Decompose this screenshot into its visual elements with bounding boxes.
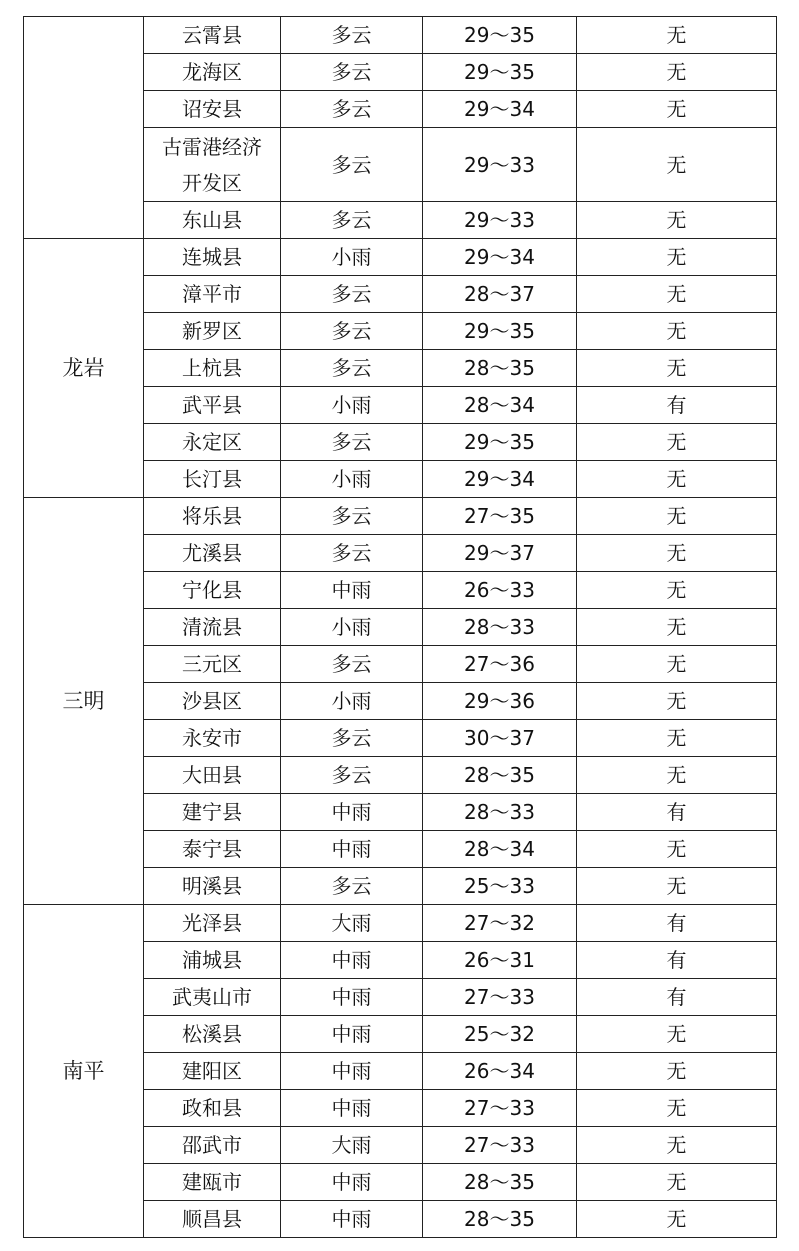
table-row: [24, 239, 777, 276]
county-cell: 长汀县: [144, 461, 281, 498]
temperature-cell: 29～36: [423, 683, 577, 720]
temperature-cell: 27～33: [423, 1127, 577, 1164]
table-body: [24, 17, 777, 1238]
alert-cell: 无: [577, 1164, 777, 1201]
county-cell: 永定区: [144, 424, 281, 461]
weather-cell: 中雨: [281, 1090, 423, 1127]
county-cell: 上杭县: [144, 350, 281, 387]
weather-cell: 多云: [281, 498, 423, 535]
alert-cell: 无: [577, 720, 777, 757]
alert-cell: 有: [577, 387, 777, 424]
weather-cell: 中雨: [281, 979, 423, 1016]
temperature-cell: 27～36: [423, 646, 577, 683]
city-cell: [24, 17, 144, 239]
weather-cell: 多云: [281, 91, 423, 128]
county-cell: 武平县: [144, 387, 281, 424]
weather-cell: 多云: [281, 202, 423, 239]
temperature-cell: 29～35: [423, 424, 577, 461]
county-cell: 云霄县: [144, 17, 281, 54]
weather-cell: 中雨: [281, 1164, 423, 1201]
county-cell: 邵武市: [144, 1127, 281, 1164]
county-cell: 建宁县: [144, 794, 281, 831]
city-cell: 南平: [24, 905, 144, 1238]
weather-cell: 多云: [281, 313, 423, 350]
temperature-cell: 28～35: [423, 1164, 577, 1201]
alert-cell: 无: [577, 1201, 777, 1238]
alert-cell: 无: [577, 313, 777, 350]
temperature-cell: 28～35: [423, 1201, 577, 1238]
alert-cell: 无: [577, 91, 777, 128]
temperature-cell: 28～34: [423, 387, 577, 424]
county-cell: 新罗区: [144, 313, 281, 350]
county-cell: 政和县: [144, 1090, 281, 1127]
alert-cell: 无: [577, 202, 777, 239]
weather-cell: 多云: [281, 276, 423, 313]
alert-cell: 无: [577, 572, 777, 609]
county-cell: 泰宁县: [144, 831, 281, 868]
county-cell: 沙县区: [144, 683, 281, 720]
city-cell: 三明: [24, 498, 144, 905]
county-cell: 松溪县: [144, 1016, 281, 1053]
alert-cell: 有: [577, 794, 777, 831]
alert-cell: 无: [577, 17, 777, 54]
alert-cell: 有: [577, 979, 777, 1016]
weather-cell: 多云: [281, 128, 423, 202]
county-cell: 三元区: [144, 646, 281, 683]
temperature-cell: 27～33: [423, 1090, 577, 1127]
county-cell: 顺昌县: [144, 1201, 281, 1238]
weather-cell: 中雨: [281, 1201, 423, 1238]
temperature-cell: 25～32: [423, 1016, 577, 1053]
alert-cell: 无: [577, 498, 777, 535]
alert-cell: 无: [577, 683, 777, 720]
table-row: [24, 17, 777, 54]
weather-cell: 多云: [281, 17, 423, 54]
temperature-cell: 28～33: [423, 609, 577, 646]
weather-cell: 中雨: [281, 831, 423, 868]
alert-cell: 无: [577, 1090, 777, 1127]
weather-cell: 多云: [281, 350, 423, 387]
alert-cell: 有: [577, 942, 777, 979]
weather-cell: 多云: [281, 757, 423, 794]
alert-cell: 有: [577, 905, 777, 942]
county-cell: 建瓯市: [144, 1164, 281, 1201]
weather-forecast-table: [23, 16, 777, 1238]
temperature-cell: 27～35: [423, 498, 577, 535]
table-row: [24, 905, 777, 942]
weather-cell: 多云: [281, 720, 423, 757]
county-cell: 建阳区: [144, 1053, 281, 1090]
county-cell: 武夷山市: [144, 979, 281, 1016]
alert-cell: 无: [577, 868, 777, 905]
temperature-cell: 29～35: [423, 54, 577, 91]
county-cell: 诏安县: [144, 91, 281, 128]
temperature-cell: 27～33: [423, 979, 577, 1016]
weather-cell: 小雨: [281, 609, 423, 646]
alert-cell: 无: [577, 350, 777, 387]
temperature-cell: 28～37: [423, 276, 577, 313]
temperature-cell: 29～35: [423, 17, 577, 54]
alert-cell: 无: [577, 276, 777, 313]
temperature-cell: 29～33: [423, 202, 577, 239]
weather-cell: 大雨: [281, 905, 423, 942]
temperature-cell: 27～32: [423, 905, 577, 942]
weather-cell: 小雨: [281, 239, 423, 276]
county-cell: 宁化县: [144, 572, 281, 609]
county-cell: 尤溪县: [144, 535, 281, 572]
county-cell: 古雷港经济 开发区: [144, 128, 281, 202]
temperature-cell: 28～35: [423, 350, 577, 387]
city-cell: 龙岩: [24, 239, 144, 498]
county-cell: 连城县: [144, 239, 281, 276]
county-cell: 漳平市: [144, 276, 281, 313]
temperature-cell: 26～34: [423, 1053, 577, 1090]
temperature-cell: 26～31: [423, 942, 577, 979]
weather-cell: 多云: [281, 54, 423, 91]
alert-cell: 无: [577, 831, 777, 868]
temperature-cell: 29～34: [423, 461, 577, 498]
weather-cell: 多云: [281, 868, 423, 905]
weather-cell: 小雨: [281, 387, 423, 424]
alert-cell: 无: [577, 424, 777, 461]
county-cell: 浦城县: [144, 942, 281, 979]
temperature-cell: 26～33: [423, 572, 577, 609]
weather-cell: 中雨: [281, 572, 423, 609]
alert-cell: 无: [577, 1127, 777, 1164]
alert-cell: 无: [577, 239, 777, 276]
weather-cell: 多云: [281, 646, 423, 683]
alert-cell: 无: [577, 1053, 777, 1090]
temperature-cell: 29～35: [423, 313, 577, 350]
temperature-cell: 28～33: [423, 794, 577, 831]
county-cell: 清流县: [144, 609, 281, 646]
temperature-cell: 29～34: [423, 239, 577, 276]
weather-cell: 中雨: [281, 1053, 423, 1090]
table-row: [24, 498, 777, 535]
alert-cell: 无: [577, 54, 777, 91]
weather-cell: 多云: [281, 424, 423, 461]
weather-cell: 大雨: [281, 1127, 423, 1164]
alert-cell: 无: [577, 461, 777, 498]
county-cell: 东山县: [144, 202, 281, 239]
temperature-cell: 25～33: [423, 868, 577, 905]
temperature-cell: 29～33: [423, 128, 577, 202]
temperature-cell: 28～35: [423, 757, 577, 794]
county-cell: 永安市: [144, 720, 281, 757]
alert-cell: 无: [577, 609, 777, 646]
weather-cell: 中雨: [281, 794, 423, 831]
alert-cell: 无: [577, 535, 777, 572]
temperature-cell: 30～37: [423, 720, 577, 757]
county-cell: 大田县: [144, 757, 281, 794]
alert-cell: 无: [577, 646, 777, 683]
alert-cell: 无: [577, 128, 777, 202]
weather-cell: 多云: [281, 535, 423, 572]
alert-cell: 无: [577, 757, 777, 794]
county-cell: 光泽县: [144, 905, 281, 942]
weather-cell: 中雨: [281, 942, 423, 979]
county-cell: 明溪县: [144, 868, 281, 905]
alert-cell: 无: [577, 1016, 777, 1053]
county-cell: 龙海区: [144, 54, 281, 91]
temperature-cell: 29～34: [423, 91, 577, 128]
weather-cell: 小雨: [281, 461, 423, 498]
temperature-cell: 28～34: [423, 831, 577, 868]
county-cell: 将乐县: [144, 498, 281, 535]
weather-cell: 小雨: [281, 683, 423, 720]
temperature-cell: 29～37: [423, 535, 577, 572]
weather-cell: 中雨: [281, 1016, 423, 1053]
